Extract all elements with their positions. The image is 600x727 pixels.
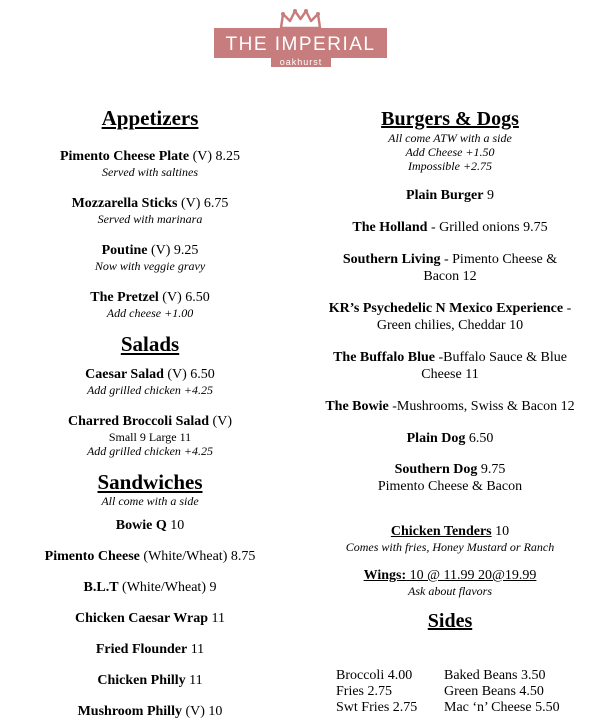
menu-item: Pimento Cheese Plate (V) 8.25 Served with saltines (59, 149, 240, 180)
sandwiches-note: All come with a side (101, 494, 199, 509)
right-column (300, 108, 600, 633)
menu-item: Pimento Cheese (White/Wheat) 8.75 (44, 549, 256, 565)
logo (213, 8, 388, 68)
list-item: Mac ‘n’ Cheese 5.50 (444, 700, 560, 715)
list-item: Baked Beans 3.50 (444, 668, 546, 683)
menu-item: The Bowie -Mushrooms, Swiss & Bacon 12 (325, 399, 575, 414)
list-item: Fries 2.75 (336, 684, 392, 699)
burgers-note: Add Cheese +1.50 (405, 145, 495, 159)
menu-item: Southern Dog 9.75 Pimento Cheese & Bacon (377, 462, 523, 494)
menu-item: Poutine (V) 9.25 Now with veggie gravy (94, 243, 206, 274)
logo-name: THE IMPERIAL (225, 34, 376, 55)
sandwiches-heading: Sandwiches (97, 470, 203, 495)
menu-item: Chicken Caesar Wrap 11 (75, 611, 225, 627)
menu-item: KR’s Psychedelic N Mexico Experience -Green chilies, Cheddar 10 (328, 301, 572, 333)
menu-item: The Pretzel (V) 6.50 Add cheese +1.00 (90, 290, 210, 321)
menu-item: The Holland - Grilled onions 9.75 (352, 220, 548, 235)
menu-item: Chicken Philly 11 (97, 673, 203, 689)
menu-item: Wings: 10 @ 11.99 20@19.99 Ask about flavors (363, 568, 537, 598)
burgers-note: All come ATW with a side (388, 131, 512, 145)
menu-item: Chicken Tenders 10 Comes with fries, Honey Mustard or Ranch (345, 524, 555, 554)
menu-item: Charred Broccoli Salad (V) Small 9 Large 11 Add grilled chicken +4.25 (68, 414, 232, 459)
logo-sub: oakhurst (279, 57, 323, 67)
menu-item: Mushroom Philly (V) 10 (77, 704, 223, 720)
sides-list (336, 668, 596, 716)
menu-item: Plain Dog 6.50 (406, 431, 494, 446)
sides-heading: Sides (427, 610, 473, 632)
salads-heading: Salads (120, 332, 180, 357)
menu-item: Southern Living - Pimento Cheese & Bacon 12 (342, 252, 558, 284)
crown-icon (281, 11, 320, 28)
left-column (0, 106, 300, 720)
appetizers-heading: Appetizers (101, 106, 199, 130)
list-item: Swt Fries 2.75 (336, 700, 418, 715)
menu-item: Mozzarella Sticks (V) 6.75 Served with marinara (71, 196, 229, 227)
burgers-note: Impossible +2.75 (407, 159, 493, 173)
menu-item: Caesar Salad (V) 6.50 Add grilled chicken +4.25 (85, 367, 215, 398)
menu-item: Bowie Q 10 (115, 518, 185, 534)
menu-item: Fried Flounder 11 (95, 642, 205, 658)
menu-item: B.L.T (White/Wheat) 9 (83, 580, 217, 596)
menu-item: Plain Burger 9 (406, 188, 494, 203)
menu-item: The Buffalo Blue -Buffalo Sauce & Blue Cheese 11 (333, 350, 567, 382)
list-item: Green Beans 4.50 (444, 684, 544, 699)
burgers-heading: Burgers & Dogs (381, 108, 519, 130)
list-item: Broccoli 4.00 (336, 668, 413, 683)
